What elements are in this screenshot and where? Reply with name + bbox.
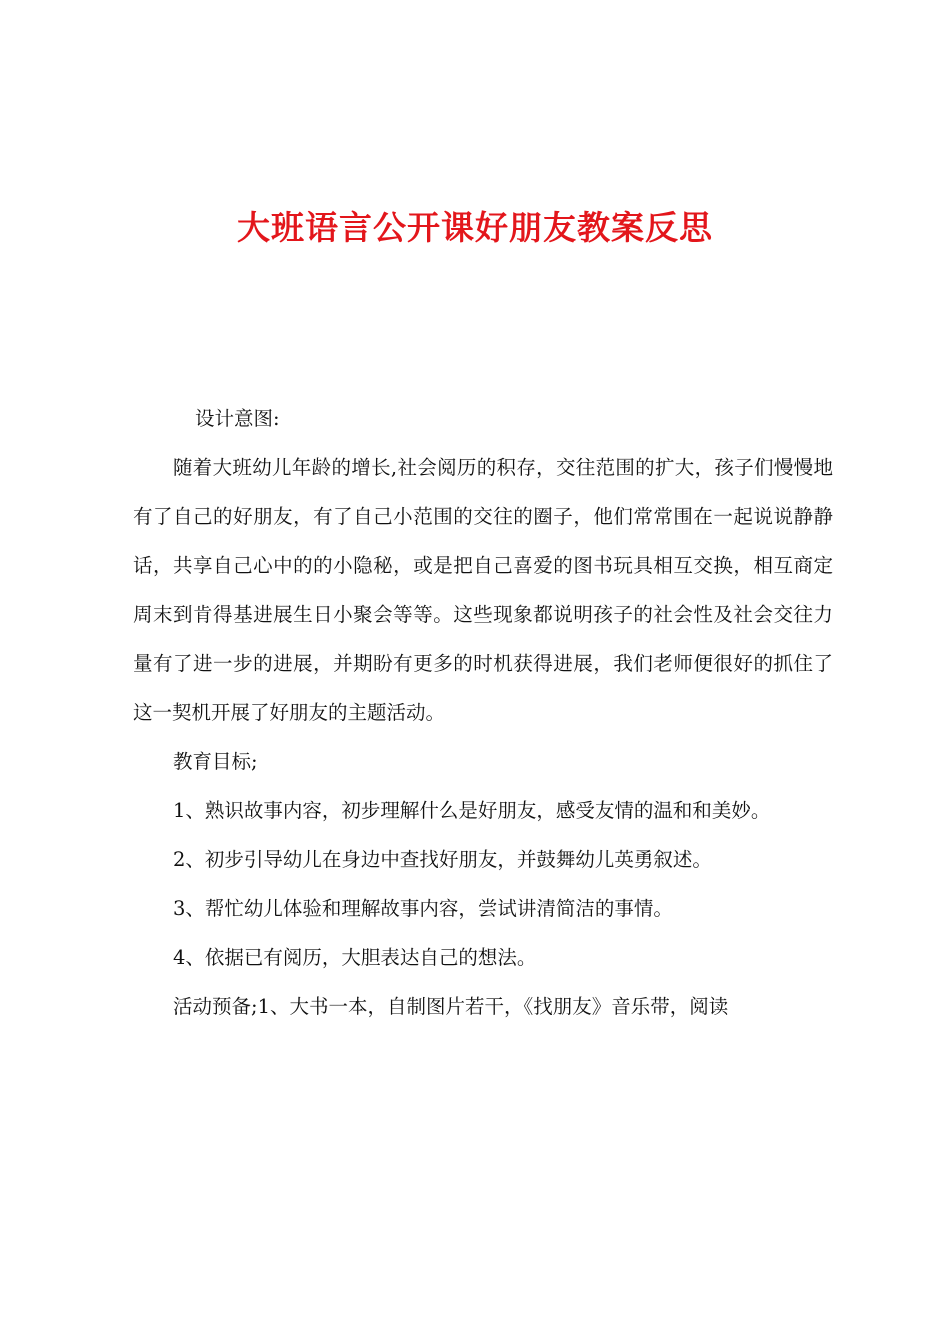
section-heading-education-goals: 教育目标; xyxy=(173,750,258,773)
goal-item-4: 4、依据已有阅历，大胆表达自己的想法。 xyxy=(173,946,537,969)
section-heading-design-intent: 设计意图: xyxy=(195,407,280,430)
document-body xyxy=(133,394,833,1031)
goal-item-3: 3、帮忙幼儿体验和理解故事内容，尝试讲清简洁的事情。 xyxy=(173,897,673,920)
paragraph-design-intent: 随着大班幼儿年龄的增长,社会阅历的积存，交往范围的扩大，孩子们慢慢地有了自己的好朋友，有了自己小范围的交往的圈子，他们常常围在一起说说静静话，共享自己心中的的小隐秘，或是把自己喜爱的图书玩具相互交换，相互商定周末到肯得基进展生日小聚会等等。这些现象都说明孩子的社会性及社会交往力量有了进一步的进展，并期盼有更多的时机获得进展，我们老师便很好的抓住了这一契机开展了好朋友的主题活动。 xyxy=(133,456,833,724)
goal-item-2: 2、初步引导幼儿在身边中查找好朋友，并鼓舞幼儿英勇叙述。 xyxy=(173,848,712,871)
goal-item-1: 1、熟识故事内容，初步理解什么是好朋友，感受友情的温和和美妙。 xyxy=(173,799,771,822)
paragraph-activity-preparation: 活动预备;1、大书一本，自制图片若干，《找朋友》音乐带，阅读 xyxy=(173,995,729,1018)
document-title: 大班语言公开课好朋友教案反思 xyxy=(237,208,713,247)
